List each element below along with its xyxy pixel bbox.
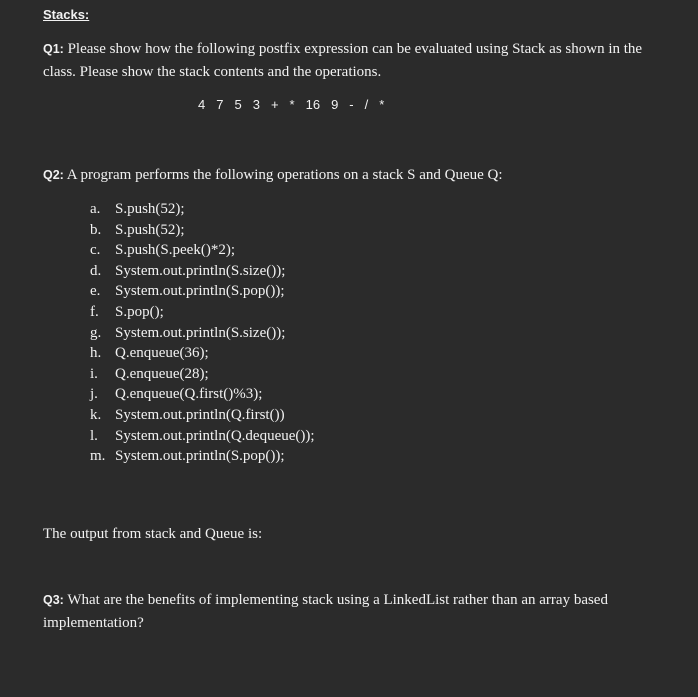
item-letter: f.	[90, 303, 99, 320]
question-2-label: Q2:	[43, 168, 64, 182]
section-heading: Stacks:	[43, 7, 90, 22]
postfix-token: 7	[216, 97, 224, 112]
item-code: Q.enqueue(28);	[115, 365, 209, 382]
item-code: System.out.println(Q.first())	[115, 406, 285, 423]
item-code: Q.enqueue(36);	[115, 345, 209, 362]
postfix-token: 9	[331, 97, 339, 112]
list-item	[90, 446, 315, 467]
list-item	[90, 405, 315, 426]
item-letter: k.	[90, 406, 102, 423]
question-2-text: A program performs the following operations on a stack S and Queue Q:	[66, 167, 503, 183]
list-item	[90, 302, 315, 323]
list-item	[90, 384, 315, 405]
list-item	[90, 343, 315, 364]
item-code: System.out.println(S.pop());	[115, 448, 285, 465]
item-letter: h.	[90, 345, 102, 362]
item-letter: j.	[90, 386, 98, 403]
item-code: S.push(52);	[115, 201, 185, 217]
operations-list	[90, 199, 315, 467]
list-item	[90, 426, 315, 447]
item-code: S.push(S.peek()*2);	[115, 242, 235, 259]
item-letter: d.	[90, 262, 102, 279]
item-letter: l.	[90, 427, 98, 444]
item-letter: m.	[90, 448, 106, 465]
item-code: S.push(52);	[115, 221, 185, 238]
item-code: System.out.println(S.size());	[115, 324, 286, 341]
list-item	[90, 240, 315, 261]
postfix-token: +	[270, 97, 279, 112]
postfix-token: 5	[234, 97, 242, 112]
postfix-token: *	[289, 97, 295, 112]
list-item	[90, 364, 315, 385]
item-code: System.out.println(S.pop());	[115, 283, 285, 300]
item-code: Q.enqueue(Q.first()%3);	[115, 386, 263, 403]
item-letter: c.	[90, 242, 101, 259]
list-item	[90, 261, 315, 282]
question-2	[43, 164, 668, 187]
output-prompt: The output from stack and Queue is:	[43, 526, 263, 542]
item-letter: a.	[90, 201, 101, 217]
list-item	[90, 323, 315, 344]
item-letter: g.	[90, 324, 102, 341]
postfix-token: -	[349, 97, 354, 112]
list-item	[90, 281, 315, 302]
question-3	[43, 589, 668, 635]
list-item	[90, 220, 315, 241]
item-code: System.out.println(S.size());	[115, 262, 286, 279]
item-code: System.out.println(Q.dequeue());	[115, 427, 315, 444]
question-1-text: Please show how the following postfix expression can be evaluated using Stack as shown in the class. Please show the stack contents and the operations.	[43, 41, 643, 80]
item-letter: b.	[90, 221, 102, 238]
postfix-token: 16	[305, 97, 321, 112]
question-1-label: Q1:	[43, 42, 64, 56]
postfix-token: *	[379, 97, 385, 112]
postfix-token: 3	[252, 97, 260, 112]
question-3-label: Q3:	[43, 593, 64, 607]
postfix-token: /	[364, 97, 369, 112]
item-letter: i.	[90, 365, 98, 382]
postfix-token: 4	[198, 97, 206, 112]
postfix-expression	[198, 97, 395, 112]
item-code: S.pop();	[115, 303, 164, 320]
question-1	[43, 38, 668, 84]
question-3-text: What are the benefits of implementing stack using a LinkedList rather than an array based implementation?	[43, 592, 608, 631]
item-letter: e.	[90, 283, 101, 300]
list-item	[90, 199, 315, 220]
